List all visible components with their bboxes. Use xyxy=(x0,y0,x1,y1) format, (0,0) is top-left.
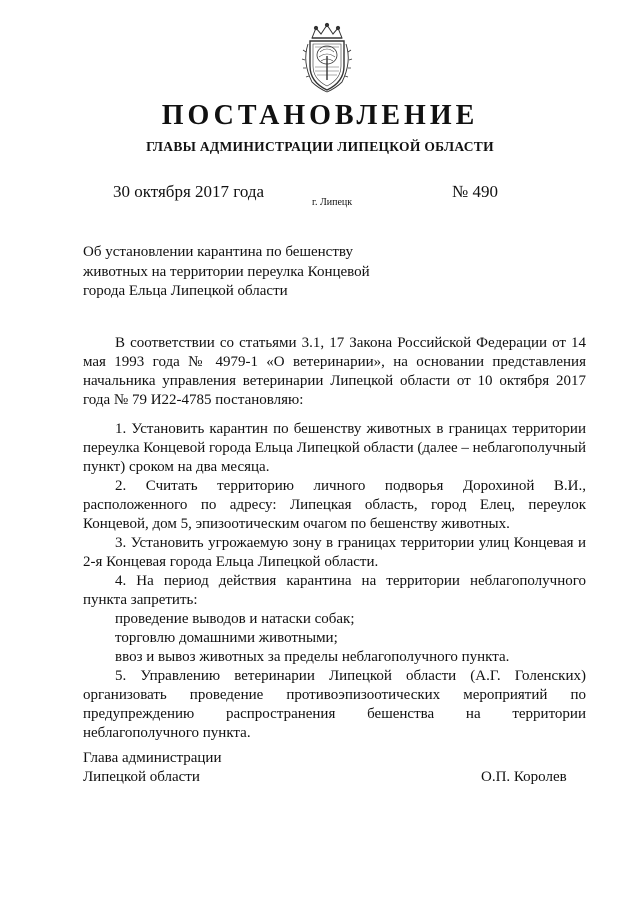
signature-position xyxy=(83,749,221,787)
document-subject xyxy=(83,243,403,302)
signature-position-line: Липецкой области xyxy=(83,769,200,785)
document-city: г. Липецк xyxy=(312,197,353,208)
signature-position-line: Глава администрации xyxy=(83,750,222,766)
subject-line: животных на территории переулка Концевой xyxy=(83,263,370,280)
body-item-2: 2. Считать территорию личного подворья Дорохиной В.И., расположенного по адресу: Липецкая область, город Елец, переулок Концевой, дом 5, эпизоотическим очагом по бешенству животных. xyxy=(83,478,586,532)
body-item-4-sub-3: ввоз и вывоз животных за пределы неблагополучного пункта. xyxy=(115,649,510,665)
body-item-4-sub-1: проведение выводов и натаски собак; xyxy=(115,611,355,627)
subject-line: города Ельца Липецкой области xyxy=(83,283,288,299)
signature-name: О.П. Королев xyxy=(481,769,567,785)
body-item-3: 3. Установить угрожаемую зону в границах территории улиц Концевая и 2-я Концевая города Ельца Липецкой области. xyxy=(83,535,586,570)
body-item-1: 1. Установить карантин по бешенству животных в границах территории переулка Концевой города Ельца Липецкой области (далее – неблагополучный пункт) сроком на два месяца. xyxy=(83,421,586,475)
document-subtitle: ГЛАВЫ АДМИНИСТРАЦИИ ЛИПЕЦКОЙ ОБЛАСТИ xyxy=(146,139,494,154)
subject-line: Об установлении карантина по бешенству xyxy=(83,244,353,260)
coat-of-arms-icon xyxy=(298,22,356,94)
document-date: 30 октября 2017 года xyxy=(113,182,265,201)
body-item-4: 4. На период действия карантина на территории неблагополучного пункта запретить: xyxy=(83,573,586,608)
body-item-5: 5. Управлению ветеринарии Липецкой области (А.Г. Голенских) организовать проведение противоэпизоотических мероприятий по предупреждению распространения бешенства на территории неблагополучного пункта. xyxy=(83,668,586,741)
document-body xyxy=(83,334,586,743)
document-number: № 490 xyxy=(452,182,498,201)
document-title: ПОСТАНОВЛЕНИЕ xyxy=(161,100,479,131)
body-item-4-sub-2: торговлю домашними животными; xyxy=(115,630,338,646)
body-preamble: В соответствии со статьями 3.1, 17 Закона Российской Федерации от 14 мая 1993 года № 4979-1 «О ветеринарии», на основании представления начальника управления ветеринарии Липецкой области от 10 октября 2017 года № 79 И22-4785 постановляю: xyxy=(83,335,586,408)
